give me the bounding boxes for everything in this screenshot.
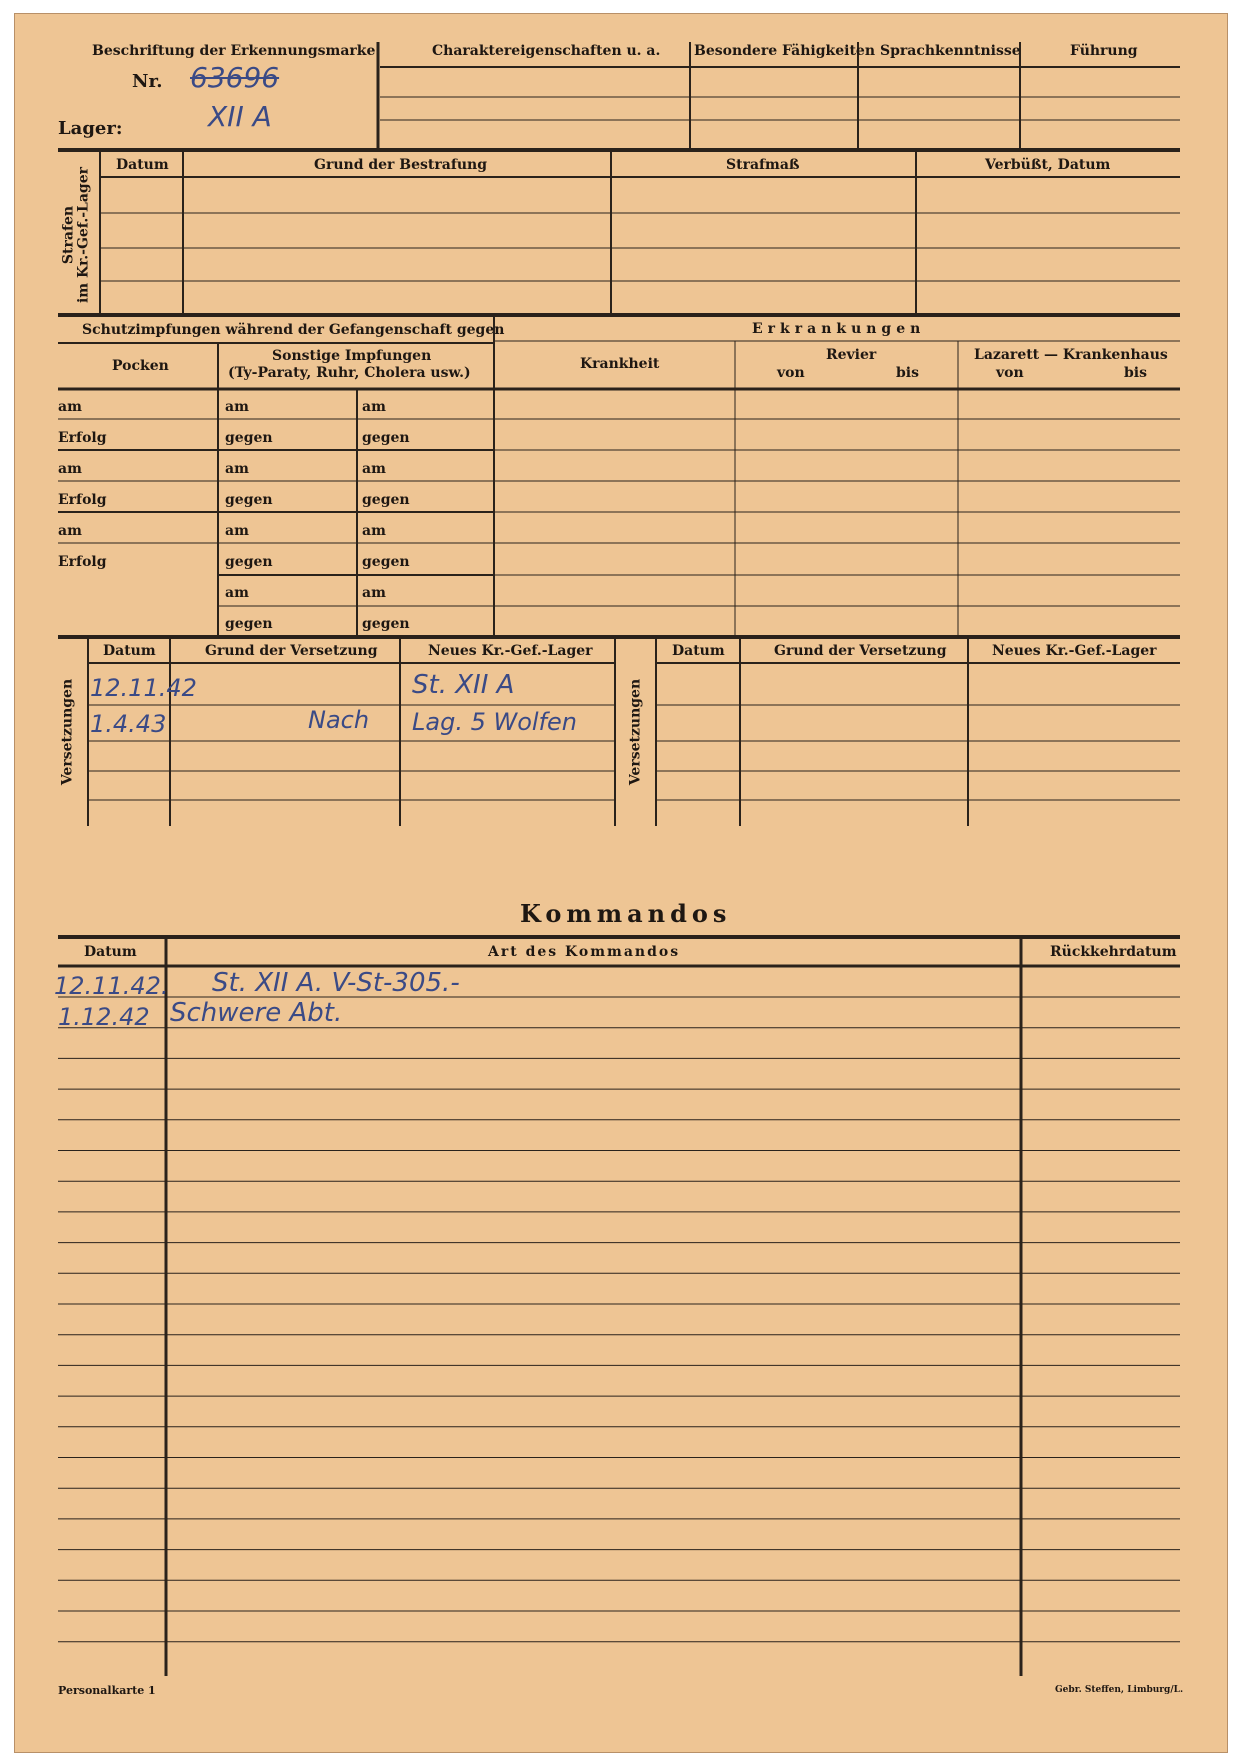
sonstige-row-label: gegen	[362, 492, 410, 508]
sonstige-row-label: gegen	[225, 616, 273, 632]
sonstige-row-label: am	[362, 461, 386, 477]
versetzungen-col-grund-2: Grund der Versetzung	[774, 643, 947, 659]
nr-value: 63696	[190, 61, 280, 94]
lager-label: Lager:	[58, 118, 123, 139]
versetzungen-col-lager: Neues Kr.-Gef.-Lager	[428, 643, 593, 659]
pocken-row-label: am	[58, 461, 82, 477]
versetzung-2-grund: Nach	[308, 706, 370, 734]
kommando-2-art: Schwere Abt.	[170, 998, 343, 1028]
nr-label: Nr.	[132, 71, 163, 92]
revier-von: von	[777, 365, 805, 381]
kommandos-col-rueckkehr: Rückkehrdatum	[1050, 944, 1177, 960]
versetzungen-side-label-left: Versetzungen	[59, 678, 76, 786]
pocken-row-label: am	[58, 399, 82, 415]
versetzungen-col-grund: Grund der Versetzung	[205, 643, 378, 659]
sonstige-row-label: gegen	[362, 616, 410, 632]
strafen-col-verbuesst: Verbüßt, Datum	[985, 157, 1111, 173]
header-col-charakter: Charaktereigenschaften u. a.	[432, 43, 661, 59]
sonstige-line1: Sonstige Impfungen	[272, 348, 432, 364]
versetzung-1-datum: 12.11.42	[90, 674, 197, 702]
versetzung-2-lager: Lag. 5 Wolfen	[412, 708, 577, 736]
kommandos-col-datum: Datum	[84, 944, 137, 960]
header-col-sprachen: Sprachkenntnisse	[880, 43, 1021, 59]
kommando-1-datum: 12.11.42.	[54, 972, 169, 1000]
versetzungen-col-lager-2: Neues Kr.-Gef.-Lager	[992, 643, 1157, 659]
lazarett-bis: bis	[1124, 365, 1147, 381]
erkennungsmarke-label: Beschriftung der Erkennungsmarke	[92, 43, 376, 59]
sonstige-line2: (Ty-Paraty, Ruhr, Cholera usw.)	[228, 365, 471, 381]
footer-printer: Gebr. Steffen, Limburg/L.	[1055, 1685, 1184, 1695]
pocken-row-label: Erfolg	[58, 492, 107, 508]
versetzungen-col-datum: Datum	[103, 643, 156, 659]
pocken-row-label: Erfolg	[58, 430, 107, 446]
lazarett-label: Lazarett — Krankenhaus	[974, 347, 1168, 363]
krankheit-label: Krankheit	[580, 356, 660, 372]
versetzungen-side-label-right: Versetzungen	[627, 678, 644, 786]
revier-label: Revier	[826, 347, 877, 363]
pocken-row-label: Erfolg	[58, 554, 107, 570]
versetzungen-col-datum-2: Datum	[672, 643, 725, 659]
sonstige-row-label: am	[225, 523, 249, 539]
sonstige-row-label: am	[362, 585, 386, 601]
pocken-label: Pocken	[112, 358, 169, 374]
sonstige-row-label: gegen	[225, 554, 273, 570]
versetzung-1-lager: St. XII A	[412, 670, 515, 700]
footer-form-number: Personalkarte 1	[58, 1684, 156, 1697]
header-col-fuehrung: Führung	[1070, 43, 1138, 59]
sonstige-row-label: am	[362, 399, 386, 415]
kommando-1-art: St. XII A. V-St-305.-	[212, 968, 460, 998]
strafen-col-grund: Grund der Bestrafung	[314, 157, 488, 173]
impfungen-title: Schutzimpfungen während der Gefangenschaft gegen	[82, 322, 505, 338]
kommandos-title: Kommandos	[520, 899, 732, 928]
strafen-col-strafmass: Strafmaß	[726, 157, 800, 173]
erkrankungen-title: Erkrankungen	[752, 321, 926, 337]
versetzung-2-datum: 1.4.43	[90, 710, 167, 738]
sonstige-row-label: gegen	[225, 430, 273, 446]
sonstige-row-label: am	[225, 461, 249, 477]
header-col-faehigkeiten: Besondere Fähigkeiten	[694, 43, 876, 59]
sonstige-row-label: am	[362, 523, 386, 539]
strafen-side-label: Strafen im Kr.-Gef.-Lager	[60, 166, 91, 304]
sonstige-row-label: am	[225, 399, 249, 415]
revier-bis: bis	[896, 365, 919, 381]
pocken-row-label: am	[58, 523, 82, 539]
sonstige-row-label: am	[225, 585, 249, 601]
strafen-col-datum: Datum	[116, 157, 169, 173]
kommandos-col-art: Art des Kommandos	[488, 944, 681, 960]
lager-value: XII A	[208, 100, 272, 133]
sonstige-row-label: gegen	[362, 554, 410, 570]
sonstige-row-label: gegen	[362, 430, 410, 446]
lazarett-von: von	[996, 365, 1024, 381]
sonstige-row-label: gegen	[225, 492, 273, 508]
kommando-2-datum: 1.12.42	[58, 1003, 150, 1031]
